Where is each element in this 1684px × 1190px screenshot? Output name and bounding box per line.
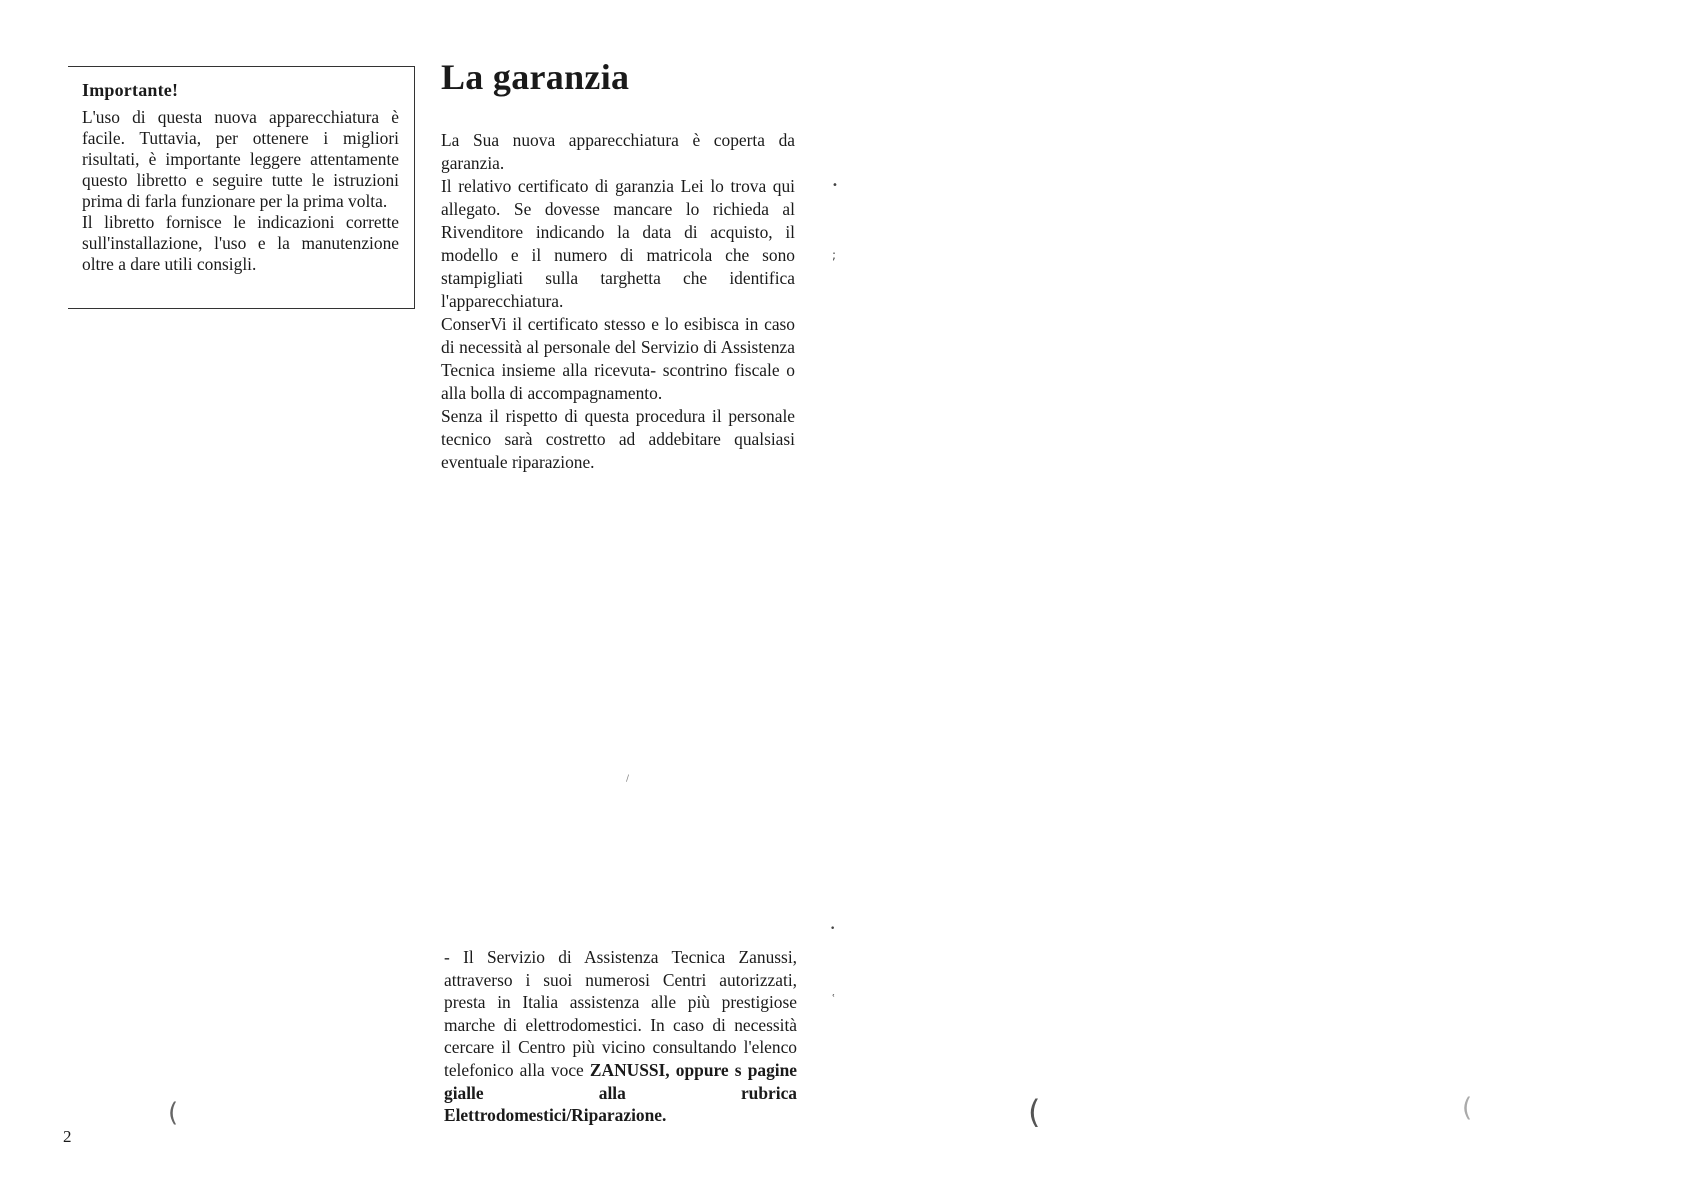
scan-speck: • bbox=[830, 924, 836, 934]
guarantee-title: La garanzia bbox=[441, 57, 630, 97]
service-emphasis: ZANUSSI, oppure s pagine gialle alla rubrica Elettrodomestici/Riparazione. bbox=[444, 1059, 797, 1126]
guarantee-paragraph: ConserVi il certificato stesso e lo esibisca in caso di necessità al personale del Servizio di Assistenza Tecnica insieme alla ricevuta- scontrino fiscale o alla bolla di accompagnamento. bbox=[441, 314, 795, 403]
notice-paragraph: Il libretto fornisce le indicazioni corrette sull'installazione, l'uso e la manutenzione oltre a dare utili consigli. bbox=[82, 212, 399, 274]
notice-body bbox=[82, 107, 399, 275]
guarantee-body bbox=[441, 129, 795, 474]
service-info bbox=[444, 946, 797, 1127]
scan-speck: ( bbox=[168, 1098, 179, 1128]
guarantee-paragraph: Senza il rispetto di questa procedura il personale tecnico sarà costretto ad addebitare qualsiasi eventuale riparazione. bbox=[441, 406, 795, 472]
scan-speck: ( bbox=[1462, 1093, 1473, 1123]
important-notice-box bbox=[68, 66, 415, 309]
scan-speck: ( bbox=[1028, 1093, 1041, 1131]
notice-title: Importante! bbox=[82, 80, 179, 100]
page-number: 2 bbox=[63, 1127, 72, 1146]
notice-paragraph: L'uso di questa nuova apparecchiatura è facile. Tuttavia, per ottenere i migliori risultati, è importante leggere attentamente questo libretto e seguire tutte le istruzioni prima di farla funzionare per la prima volta. bbox=[82, 107, 399, 211]
service-paragraph bbox=[444, 946, 797, 1127]
scan-speck: • bbox=[832, 180, 838, 191]
service-text: - Il Servizio di Assistenza Tecnica Zanussi, attraverso i suoi numerosi Centri autorizzati, presta in Italia assistenza alle più prestigiose marche di elettrodomestici. In caso di necessità cercare il Centro più vicino consultando l'elenco telefonico alla voce bbox=[444, 947, 797, 1080]
scan-speck: ; bbox=[832, 248, 837, 262]
scan-speck: ʿ bbox=[832, 992, 836, 1005]
scan-speck: / bbox=[626, 774, 630, 784]
guarantee-paragraph: Il relativo certificato di garanzia Lei lo trova qui allegato. Se dovesse mancare lo richieda al Rivenditore indicando la data di acquisto, il modello e il numero di matricola che sono stampigliati sulla targhetta che identifica l'apparecchiatura. bbox=[441, 176, 795, 311]
guarantee-paragraph: La Sua nuova apparecchiatura è coperta da garanzia. bbox=[441, 130, 795, 173]
